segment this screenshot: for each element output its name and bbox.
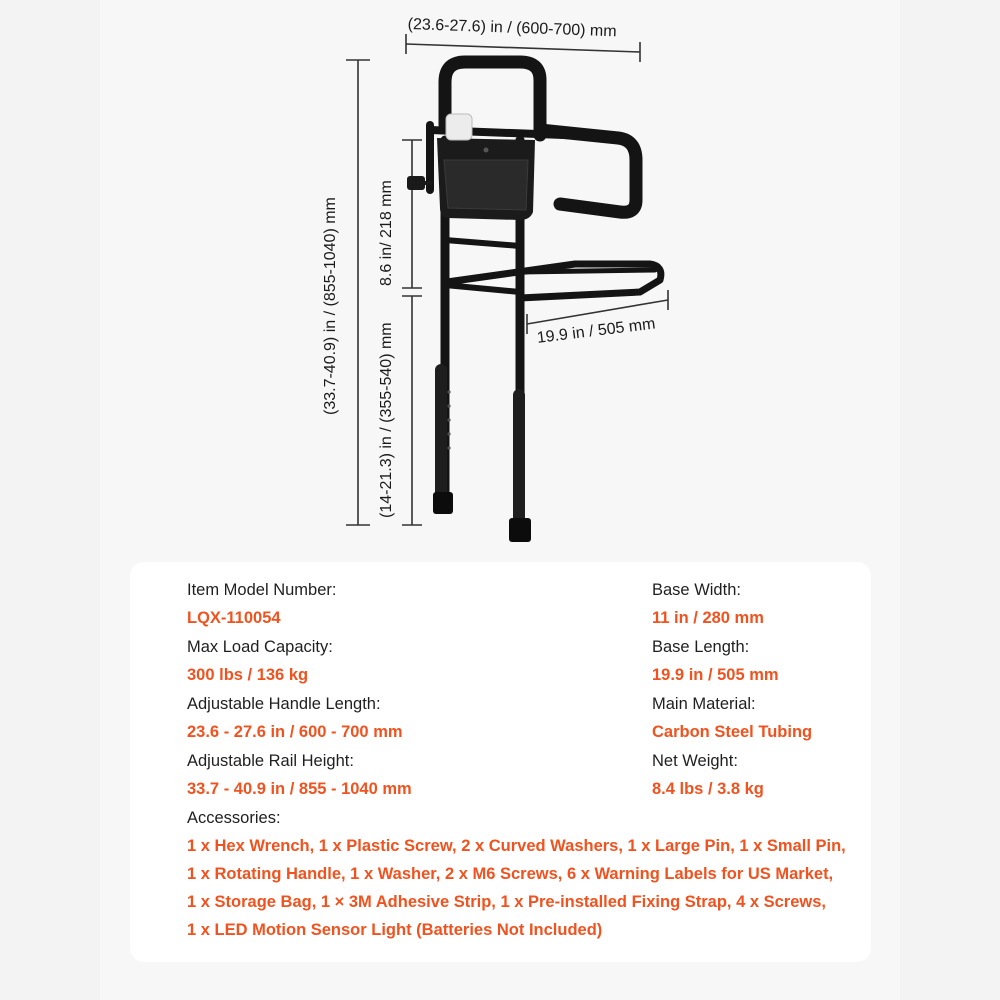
accessories-line-3: 1 x Storage Bag, 1 × 3M Adhesive Strip, 1 x Pre-installed Fixing Strap, 4 x Screws, [187, 893, 826, 911]
base-length-spec-label: Base Length: [652, 638, 750, 656]
base-width-value: 11 in / 280 mm [652, 609, 764, 627]
right-foot-cap [509, 518, 531, 542]
left-foot-cap [433, 492, 453, 514]
net-weight-value: 8.4 lbs / 3.8 kg [652, 780, 764, 798]
base-length-spec-value: 19.9 in / 505 mm [652, 666, 779, 684]
base-width-label: Base Width: [652, 581, 741, 599]
accessories-line-2: 1 x Rotating Handle, 1 x Washer, 2 x M6 Screws, 6 x Warning Labels for US Market, [187, 865, 834, 883]
model-number-value: LQX-110054 [187, 609, 281, 627]
main-material-label: Main Material: [652, 695, 756, 713]
handle-length-label: (23.6-27.6) in / (600-700) mm [407, 16, 617, 41]
led-motion-light [446, 114, 472, 140]
model-number-label: Item Model Number: [187, 581, 337, 599]
handle-length-spec-value: 23.6 - 27.6 in / 600 - 700 mm [187, 723, 403, 741]
rail-height-label: Adjustable Rail Height: [187, 752, 354, 770]
main-material-value: Carbon Steel Tubing [652, 723, 813, 741]
lower-height-label: (14-21.3) in / (355-540) mm [378, 322, 395, 518]
storage-bag [437, 138, 535, 220]
upper-height-label: 8.6 in/ 218 mm [378, 180, 395, 286]
max-load-label: Max Load Capacity: [187, 638, 333, 656]
max-load-value: 300 lbs / 136 kg [187, 666, 309, 684]
net-weight-label: Net Weight: [652, 752, 738, 770]
accessories-line-1: 1 x Hex Wrench, 1 x Plastic Screw, 2 x Curved Washers, 1 x Large Pin, 1 x Small Pin, [187, 837, 846, 855]
accessories-label: Accessories: [187, 809, 281, 827]
handle-length-dim-line [406, 44, 640, 52]
handle-length-spec-label: Adjustable Handle Length: [187, 695, 381, 713]
rail-height-value: 33.7 - 40.9 in / 855 - 1040 mm [187, 780, 412, 798]
base-length-label: 19.9 in / 505 mm [536, 315, 657, 347]
spec-card [130, 562, 871, 962]
overall-height-label: (33.7-40.9) in / (855-1040) mm [322, 197, 339, 415]
accessories-line-4: 1 x LED Motion Sensor Light (Batteries Not Included) [187, 921, 603, 939]
